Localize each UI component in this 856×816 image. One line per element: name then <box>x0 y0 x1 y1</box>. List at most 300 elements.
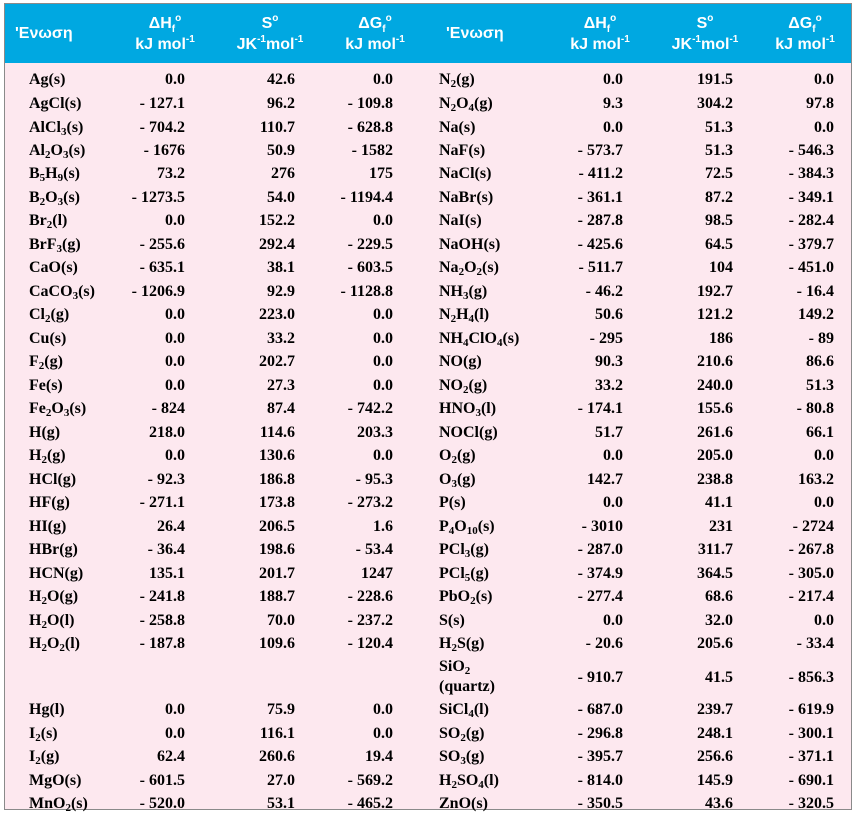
enthalpy-value: 0.0 <box>603 71 623 88</box>
entropy-value: 38.1 <box>267 259 295 276</box>
enthalpy-value: - 425.6 <box>577 236 623 253</box>
entropy-value: 239.7 <box>697 701 733 718</box>
compound-name: $NH_3(g)$ <box>439 283 488 302</box>
compound-name: CaO(s) <box>29 259 78 276</box>
table-row <box>5 304 851 327</box>
header-compound-right <box>436 4 546 63</box>
compound-name: $NH_4ClO_4(s)$ <box>439 330 520 349</box>
enthalpy-value: - 241.8 <box>139 588 185 605</box>
enthalpy-value: - 350.5 <box>577 795 623 812</box>
table-row <box>5 586 851 609</box>
gibbs-value: - 465.2 <box>347 795 393 812</box>
compound-name: $Al_2O_3(s)$ <box>29 142 86 161</box>
enthalpy-value: - 687.0 <box>577 701 623 718</box>
compound-name: NaOH(s) <box>439 236 501 253</box>
enthalpy-value: - 601.5 <box>139 772 185 789</box>
entropy-value: 98.5 <box>705 212 733 229</box>
gibbs-value: - 80.8 <box>796 400 834 417</box>
enthalpy-value: - 374.9 <box>577 565 623 582</box>
compound-name: H(g) <box>29 424 61 441</box>
gibbs-value: - 282.4 <box>788 212 834 229</box>
compound-name: PbO$_2$(s) <box>439 588 493 607</box>
gibbs-value: - 53.4 <box>355 541 393 558</box>
dg-unit: kJ mol <box>345 36 396 53</box>
compound-name: AgCl(s) <box>29 95 82 112</box>
entropy-value: 92.9 <box>267 283 295 300</box>
compound-name: HCN(g) <box>29 565 84 582</box>
enthalpy-value: - 287.8 <box>577 212 623 229</box>
compound-name: $N_2H_4(l)$ <box>439 306 490 325</box>
enthalpy-value: 0.0 <box>603 494 623 511</box>
enthalpy-value: - 1273.5 <box>131 189 185 206</box>
compound-name: $Cl_2(g)$ <box>29 306 70 325</box>
dh-unit: kJ mol <box>570 36 621 53</box>
gibbs-value: - 451.0 <box>788 259 834 276</box>
header-compound-label: 'Ενωση <box>15 25 73 42</box>
compound-name: HBr(g) <box>29 541 78 558</box>
enthalpy-value: - 814.0 <box>577 772 623 789</box>
table-row <box>5 398 851 421</box>
entropy-value: 54.0 <box>267 189 295 206</box>
table-row <box>5 69 851 92</box>
gibbs-value: 1247 <box>361 565 393 582</box>
compound-name: $F_2(g)$ <box>29 353 63 372</box>
entropy-value: 116.1 <box>259 725 295 742</box>
entropy-value: 27.3 <box>267 377 295 394</box>
entropy-value: 130.6 <box>259 447 295 464</box>
table-row <box>5 257 851 280</box>
enthalpy-value: - 36.4 <box>147 541 185 558</box>
compound-name: $H_2O(g)$ <box>29 588 79 607</box>
table-row <box>5 563 851 586</box>
enthalpy-value: - 824 <box>151 400 185 417</box>
compound-name: BrF$_3$(g) <box>29 236 81 255</box>
table-row <box>5 633 851 656</box>
entropy-value: 41.1 <box>705 494 733 511</box>
gibbs-value: 0.0 <box>814 119 834 136</box>
enthalpy-value: - 258.8 <box>139 612 185 629</box>
table-row <box>5 351 851 374</box>
dg-sub: f <box>382 24 386 35</box>
gibbs-value: 19.4 <box>365 748 393 765</box>
entropy-value: 42.6 <box>267 71 295 88</box>
enthalpy-value: 0.0 <box>165 701 185 718</box>
table-row <box>5 746 851 769</box>
header-dg-right <box>760 4 850 63</box>
entropy-value: 51.3 <box>705 142 733 159</box>
enthalpy-value: - 271.1 <box>139 494 185 511</box>
s-unit-b: mol <box>266 36 295 53</box>
compound-name: PCl$_3$(g) <box>439 541 489 560</box>
gibbs-value: 0.0 <box>373 212 393 229</box>
gibbs-value: - 267.8 <box>788 541 834 558</box>
thermo-table <box>4 3 852 814</box>
gibbs-value: - 305.0 <box>788 565 834 582</box>
gibbs-value: - 228.6 <box>347 588 393 605</box>
gibbs-value: - 603.5 <box>347 259 393 276</box>
entropy-value: 240.0 <box>697 377 733 394</box>
entropy-value: 198.6 <box>259 541 295 558</box>
table-row <box>5 328 851 351</box>
table-row <box>5 770 851 793</box>
entropy-value: 110.7 <box>259 119 295 136</box>
entropy-value: 104 <box>709 259 733 276</box>
gibbs-value: 66.1 <box>806 424 834 441</box>
enthalpy-value: - 704.2 <box>139 119 185 136</box>
dh-symbol: ΔH <box>148 15 172 32</box>
s-symbol: S <box>261 15 273 32</box>
dg-symbol: ΔG <box>788 15 813 32</box>
entropy-value: 51.3 <box>705 119 733 136</box>
gibbs-value: - 1194.4 <box>340 189 393 206</box>
enthalpy-value: 135.1 <box>149 565 185 582</box>
enthalpy-value: 26.4 <box>157 518 185 535</box>
compound-name: $I_2(s)$ <box>29 725 58 744</box>
table-row <box>5 492 851 515</box>
entropy-value: 311.7 <box>697 541 733 558</box>
gibbs-value: - 320.5 <box>788 795 834 812</box>
s-unit-sup-a: -1 <box>692 34 701 45</box>
compound-name: Cu(s) <box>29 330 67 347</box>
entropy-value: 238.8 <box>697 471 733 488</box>
enthalpy-value: - 395.7 <box>577 748 623 765</box>
gibbs-value: 203.3 <box>357 424 393 441</box>
compound-name: S(s) <box>439 612 465 629</box>
entropy-value: 206.5 <box>259 518 295 535</box>
enthalpy-value: 0.0 <box>165 330 185 347</box>
enthalpy-value: - 361.1 <box>577 189 623 206</box>
table-row <box>5 422 851 445</box>
gibbs-value: 1.6 <box>373 518 393 535</box>
dg-unit-sup: -1 <box>825 34 835 45</box>
enthalpy-value: 33.2 <box>595 377 623 394</box>
compound-name: $O_3(g)$ <box>439 471 476 490</box>
gibbs-value: - 349.1 <box>788 189 834 206</box>
gibbs-value: 0.0 <box>814 494 834 511</box>
enthalpy-value: 0.0 <box>165 377 185 394</box>
gibbs-value: - 2724 <box>792 518 834 535</box>
entropy-value: 96.2 <box>267 95 295 112</box>
table-row <box>5 93 851 116</box>
compound-name: HCl(g) <box>29 471 77 488</box>
table-row <box>5 610 851 633</box>
entropy-value: 202.7 <box>259 353 295 370</box>
s-unit-sup-a: -1 <box>257 34 266 45</box>
compound-name: AlCl$_3$(s) <box>29 119 84 138</box>
table-row <box>5 539 851 562</box>
table-row <box>5 187 851 210</box>
compound-name: ZnO(s) <box>439 795 488 812</box>
entropy-value: 261.6 <box>697 424 733 441</box>
enthalpy-value: - 910.7 <box>577 669 623 686</box>
entropy-value: 186.8 <box>259 471 295 488</box>
entropy-value: 173.8 <box>259 494 295 511</box>
enthalpy-value: 0.0 <box>165 725 185 742</box>
entropy-value: 292.4 <box>259 236 295 253</box>
entropy-value: 70.0 <box>267 612 295 629</box>
compound-name: $B_2O_3(s)$ <box>29 189 81 208</box>
gibbs-value: - 569.2 <box>347 772 393 789</box>
s-unit-sup-b: -1 <box>729 34 739 45</box>
table-row <box>5 117 851 140</box>
enthalpy-value: - 255.6 <box>139 236 185 253</box>
compound-name: $NO_2(g)$ <box>439 377 488 396</box>
entropy-value: 256.6 <box>697 748 733 765</box>
enthalpy-value: - 635.1 <box>139 259 185 276</box>
enthalpy-value: 218.0 <box>149 424 185 441</box>
entropy-value: 50.9 <box>267 142 295 159</box>
gibbs-value: - 546.3 <box>788 142 834 159</box>
enthalpy-value: 0.0 <box>165 212 185 229</box>
gibbs-value: - 690.1 <box>788 772 834 789</box>
enthalpy-value: - 46.2 <box>585 283 623 300</box>
enthalpy-value: 9.3 <box>603 95 623 112</box>
compound-name: NO(g) <box>439 353 482 370</box>
header-dg-left <box>325 4 425 63</box>
enthalpy-value: - 127.1 <box>139 95 185 112</box>
header-dh-left <box>115 4 215 63</box>
entropy-value: 43.6 <box>705 795 733 812</box>
enthalpy-value: 0.0 <box>603 119 623 136</box>
gibbs-value: - 237.2 <box>347 612 393 629</box>
gibbs-value: - 300.1 <box>788 725 834 742</box>
compound-name: $H_2O(l)$ <box>29 612 75 631</box>
entropy-value: 87.2 <box>705 189 733 206</box>
compound-name: $N_2O_4(g)$ <box>439 95 493 114</box>
gibbs-value: 0.0 <box>814 447 834 464</box>
compound-name: SiO$_2$ (quartz) <box>439 658 495 695</box>
gibbs-value: - 1128.8 <box>340 283 393 300</box>
compound-name: NaF(s) <box>439 142 486 159</box>
dh-sup: o <box>175 13 182 24</box>
gibbs-value: - 217.4 <box>788 588 834 605</box>
table-row <box>5 516 851 539</box>
dg-unit: kJ mol <box>775 36 826 53</box>
header-compound-left <box>5 4 115 63</box>
enthalpy-value: - 187.8 <box>139 635 185 652</box>
gibbs-value: - 120.4 <box>347 635 393 652</box>
header-compound-label: 'Ενωση <box>446 25 504 42</box>
compound-name: $H_2(g)$ <box>29 447 66 466</box>
entropy-value: 364.5 <box>697 565 733 582</box>
entropy-value: 205.0 <box>697 447 733 464</box>
entropy-value: 75.9 <box>267 701 295 718</box>
compound-name: $HNO_3(l)$ <box>439 400 497 419</box>
table-row <box>5 445 851 468</box>
gibbs-value: 0.0 <box>814 71 834 88</box>
entropy-value: 223.0 <box>259 306 295 323</box>
compound-name: NaCl(s) <box>439 165 492 182</box>
table-row <box>5 140 851 163</box>
dh-unit-sup: -1 <box>185 34 195 45</box>
header-dh-right <box>550 4 650 63</box>
entropy-value: 68.6 <box>705 588 733 605</box>
gibbs-value: 51.3 <box>806 377 834 394</box>
gibbs-value: 0.0 <box>373 701 393 718</box>
entropy-value: 64.5 <box>705 236 733 253</box>
compound-name: Fe(s) <box>29 377 63 394</box>
enthalpy-value: 50.6 <box>595 306 623 323</box>
entropy-value: 53.1 <box>267 795 295 812</box>
compound-name: $Br_2(l)$ <box>29 212 68 231</box>
compound-name: $N_2(g)$ <box>439 71 475 90</box>
enthalpy-value: 0.0 <box>165 306 185 323</box>
compound-name: $Na_2O_2(s)$ <box>439 259 499 278</box>
compound-name: P(s) <box>439 494 466 511</box>
entropy-value: 304.2 <box>697 95 733 112</box>
s-unit-a: JK <box>671 36 693 53</box>
compound-name: $O_2(g)$ <box>439 447 476 466</box>
compound-name: NOCl(g) <box>439 424 498 441</box>
compound-name: $B_5H_9(s)$ <box>29 165 81 184</box>
gibbs-value: - 371.1 <box>788 748 834 765</box>
entropy-value: 205.6 <box>697 635 733 652</box>
s-unit-sup-b: -1 <box>294 34 304 45</box>
entropy-value: 210.6 <box>697 353 733 370</box>
compound-name: $H_2O_2(l)$ <box>29 635 81 654</box>
gibbs-value: - 628.8 <box>347 119 393 136</box>
s-sup: o <box>272 13 279 24</box>
enthalpy-value: - 20.6 <box>585 635 623 652</box>
dg-sup: o <box>815 13 822 24</box>
compound-name: Hg(l) <box>29 701 65 718</box>
enthalpy-value: - 511.7 <box>578 259 623 276</box>
enthalpy-value: - 296.8 <box>577 725 623 742</box>
entropy-value: 155.6 <box>697 400 733 417</box>
gibbs-value: - 229.5 <box>347 236 393 253</box>
dh-sub: f <box>606 24 611 35</box>
gibbs-value: 163.2 <box>798 471 834 488</box>
enthalpy-value: - 3010 <box>581 518 623 535</box>
compound-name: MgO(s) <box>29 772 82 789</box>
compound-name-line2: (quartz) <box>439 678 495 695</box>
enthalpy-value: - 520.0 <box>139 795 185 812</box>
gibbs-value: - 109.8 <box>347 95 393 112</box>
entropy-value: 191.5 <box>697 71 733 88</box>
enthalpy-value: 0.0 <box>165 447 185 464</box>
compound-name: $H_2SO_4(l)$ <box>439 772 499 791</box>
gibbs-value: - 1582 <box>351 142 393 159</box>
gibbs-value: 97.8 <box>806 95 834 112</box>
entropy-value: 201.7 <box>259 565 295 582</box>
compound-name: Ag(s) <box>29 71 66 88</box>
entropy-value: 32.0 <box>705 612 733 629</box>
entropy-value: 114.6 <box>259 424 295 441</box>
compound-name: NaBr(s) <box>439 189 494 206</box>
s-unit-b: mol <box>701 36 730 53</box>
gibbs-value: 175 <box>369 165 393 182</box>
s-unit-a: JK <box>236 36 258 53</box>
dh-sub: f <box>171 24 176 35</box>
gibbs-value: - 856.3 <box>788 669 834 686</box>
enthalpy-value: - 1206.9 <box>131 283 185 300</box>
gibbs-value: 0.0 <box>373 306 393 323</box>
table-row <box>5 699 851 722</box>
table-row <box>5 723 851 746</box>
table-row <box>5 375 851 398</box>
entropy-value: 186 <box>709 330 733 347</box>
entropy-value: 27.0 <box>267 772 295 789</box>
enthalpy-value: 51.7 <box>595 424 623 441</box>
enthalpy-value: - 174.1 <box>577 400 623 417</box>
compound-name: $Fe_2O_3(s)$ <box>29 400 87 419</box>
compound-name: Na(s) <box>439 119 476 136</box>
table-row <box>5 658 851 695</box>
entropy-value: 109.6 <box>259 635 295 652</box>
enthalpy-value: 90.3 <box>595 353 623 370</box>
dh-unit: kJ mol <box>135 36 186 53</box>
table-row <box>5 210 851 233</box>
entropy-value: 72.5 <box>705 165 733 182</box>
s-sup: o <box>707 13 714 24</box>
dh-symbol: ΔH <box>583 15 607 32</box>
compound-name: SiCl$_4$(l) <box>439 701 489 720</box>
enthalpy-value: 0.0 <box>603 447 623 464</box>
table-header <box>5 4 851 63</box>
entropy-value: 231 <box>709 518 733 535</box>
s-symbol: S <box>696 15 708 32</box>
entropy-value: 41.5 <box>705 669 733 686</box>
table-row <box>5 234 851 257</box>
gibbs-value: 0.0 <box>373 725 393 742</box>
compound-name: HF(g) <box>29 494 70 511</box>
dh-unit-sup: -1 <box>620 34 630 45</box>
table-row <box>5 163 851 186</box>
enthalpy-value: 0.0 <box>165 353 185 370</box>
compound-name: HI(g) <box>29 518 67 535</box>
gibbs-value: - 273.2 <box>347 494 393 511</box>
header-s-left <box>215 4 325 63</box>
gibbs-value: - 33.4 <box>796 635 834 652</box>
gibbs-value: - 16.4 <box>796 283 834 300</box>
gibbs-value: - 95.3 <box>355 471 393 488</box>
enthalpy-value: - 295 <box>589 330 623 347</box>
enthalpy-value: 0.0 <box>165 71 185 88</box>
compound-name: $H_2S(g)$ <box>439 635 485 654</box>
gibbs-value: 0.0 <box>373 71 393 88</box>
table-row <box>5 281 851 304</box>
entropy-value: 152.2 <box>259 212 295 229</box>
gibbs-value: 149.2 <box>798 306 834 323</box>
entropy-value: 87.4 <box>267 400 295 417</box>
gibbs-value: - 742.2 <box>347 400 393 417</box>
gibbs-value: 86.6 <box>806 353 834 370</box>
entropy-value: 33.2 <box>267 330 295 347</box>
enthalpy-value: 142.7 <box>587 471 623 488</box>
header-s-right <box>650 4 760 63</box>
dg-symbol: ΔG <box>358 15 383 32</box>
compound-name: $SO_2(g)$ <box>439 725 485 744</box>
table-row <box>5 469 851 492</box>
compound-name: CaCO$_3$(s) <box>29 283 95 302</box>
gibbs-value: 0.0 <box>373 377 393 394</box>
compound-name: MnO$_2$(s) <box>29 795 88 814</box>
entropy-value: 121.2 <box>697 306 733 323</box>
enthalpy-value: - 1676 <box>143 142 185 159</box>
entropy-value: 248.1 <box>697 725 733 742</box>
dg-unit-sup: -1 <box>395 34 405 45</box>
gibbs-value: - 619.9 <box>788 701 834 718</box>
gibbs-value: - 384.3 <box>788 165 834 182</box>
entropy-value: 276 <box>271 165 295 182</box>
gibbs-value: - 379.7 <box>788 236 834 253</box>
enthalpy-value: - 92.3 <box>147 471 185 488</box>
enthalpy-value: - 573.7 <box>577 142 623 159</box>
enthalpy-value: - 287.0 <box>577 541 623 558</box>
compound-name: PCl$_5$(g) <box>439 565 489 584</box>
entropy-value: 260.6 <box>259 748 295 765</box>
compound-name: $P_4O_{10}(s)$ <box>439 518 495 537</box>
